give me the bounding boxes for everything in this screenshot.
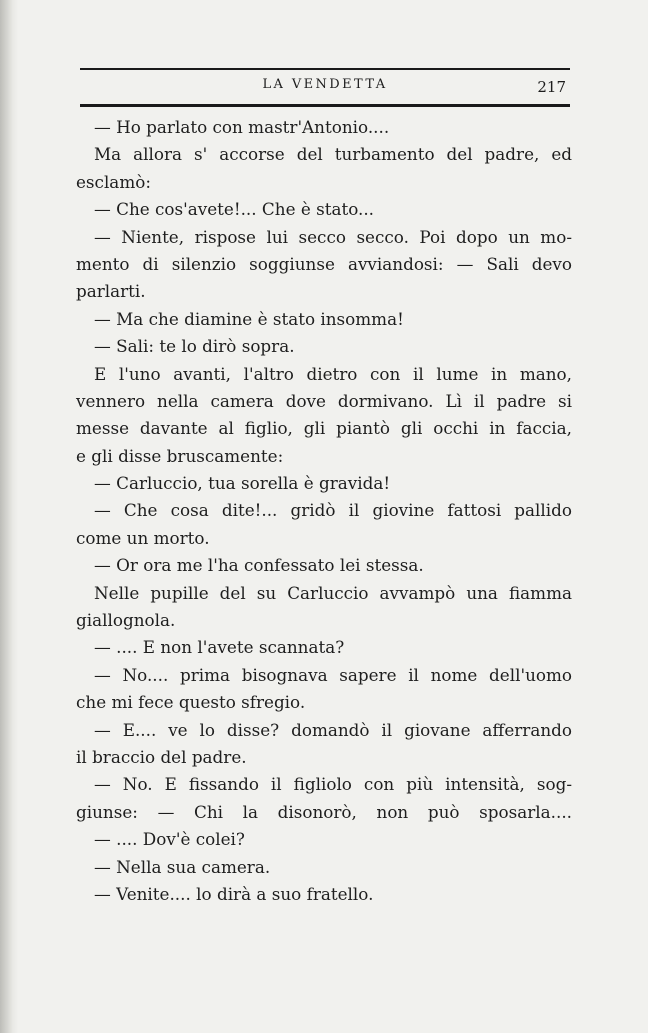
header-rule-bottom bbox=[80, 104, 570, 107]
text-line: — Niente, rispose lui secco secco. Poi dopo un mo- bbox=[94, 226, 572, 247]
text-line: — No.... prima bisognava sapere il nome dell'uomo bbox=[94, 664, 572, 685]
binding-shadow bbox=[0, 0, 18, 1033]
text-line: messe davante al figlio, gli piantò gli occhi in faccia, bbox=[76, 418, 572, 439]
running-title: LA VENDETTA bbox=[262, 77, 388, 92]
text-line: che mi fece questo sfregio. bbox=[76, 692, 306, 713]
text-line: — Or ora me l'ha confessato lei stessa. bbox=[94, 555, 424, 576]
text-line: — E.... ve lo disse? domandò il giovane afferrando bbox=[94, 719, 572, 740]
text-line: vennero nella camera dove dormivano. Lì il padre si bbox=[76, 390, 572, 411]
running-head bbox=[80, 77, 570, 99]
text-line: — No. E fissando il figliolo con più intensità, sog- bbox=[94, 774, 572, 795]
text-line: E l'uno avanti, l'altro dietro con il lume in mano, bbox=[94, 363, 572, 384]
text-line: esclamò: bbox=[76, 171, 151, 192]
text-line: e gli disse bruscamente: bbox=[76, 445, 284, 466]
text-line: Ma allora s' accorse del turbamento del padre, ed bbox=[94, 144, 572, 165]
text-line: parlarti. bbox=[76, 281, 146, 302]
text-line: — Nella sua camera. bbox=[94, 856, 271, 877]
text-line: — Ho parlato con mastr'Antonio.... bbox=[94, 117, 390, 137]
text-line: — Carluccio, tua sorella è gravida! bbox=[94, 473, 391, 494]
text-line: — .... Dov'è colei? bbox=[94, 829, 245, 850]
text-line: — Ma che diamine è stato insomma! bbox=[94, 308, 404, 329]
text-line: come un morto. bbox=[76, 527, 210, 548]
text-line: il braccio del padre. bbox=[76, 746, 247, 767]
text-line: — Venite.... lo dirà a suo fratello. bbox=[94, 883, 374, 904]
body-text bbox=[76, 114, 572, 908]
text-line: giallognola. bbox=[76, 610, 176, 631]
text-line: — .... E non l'avete scannata? bbox=[94, 637, 345, 658]
page-number: 217 bbox=[537, 78, 566, 96]
header-rule-top bbox=[80, 68, 570, 70]
text-line: — Che cos'avete!... Che è stato... bbox=[94, 199, 375, 220]
text-line: — Che cosa dite!... gridò il giovine fattosi pallido bbox=[94, 500, 572, 521]
text-line: — Sali: te lo dirò sopra. bbox=[94, 336, 295, 357]
text-line: mento di silenzio soggiunse avviandosi: — Sali devo bbox=[76, 253, 572, 274]
text-line: giunse: — Chi la disonorò, non può sposarla.... bbox=[76, 801, 572, 822]
text-line: Nelle pupille del su Carluccio avvampò una fiamma bbox=[94, 582, 572, 603]
